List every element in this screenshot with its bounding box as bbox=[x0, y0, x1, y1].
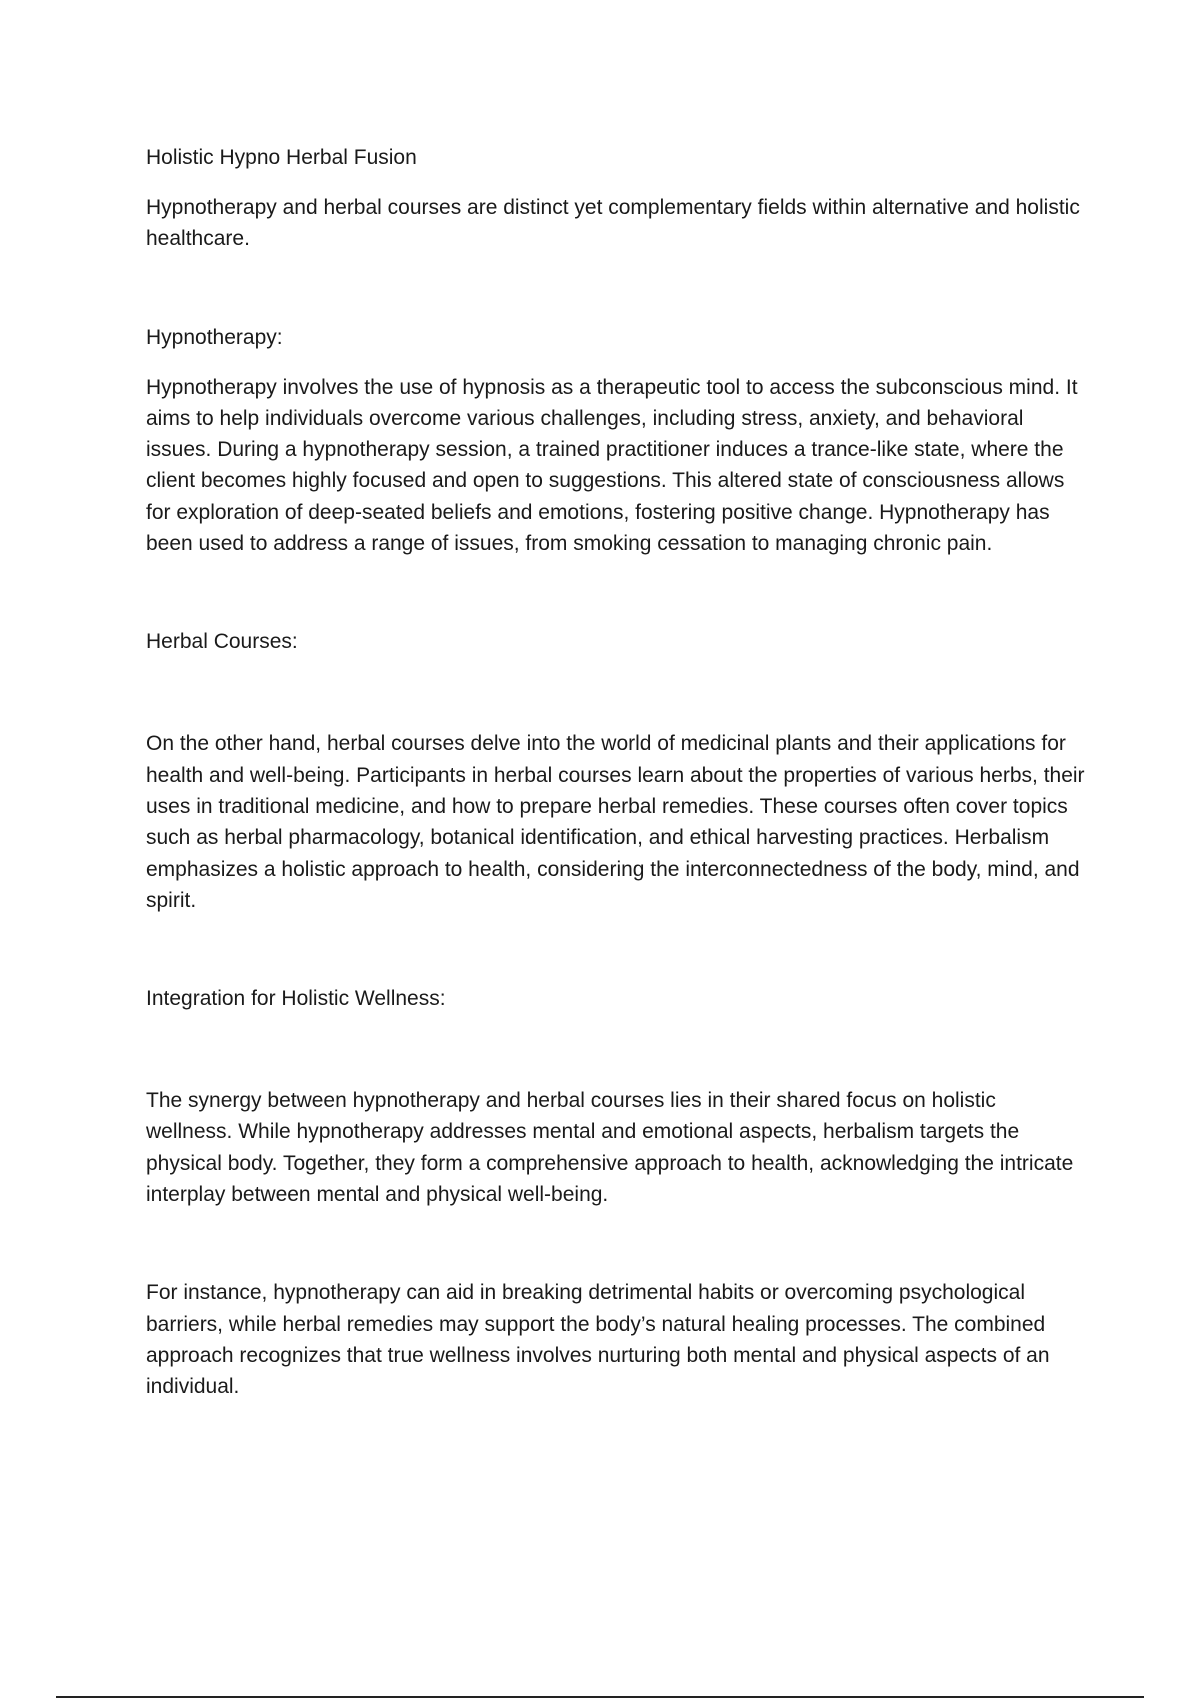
page-bottom-rule bbox=[56, 1696, 1144, 1698]
integration-paragraph-instance: For instance, hypnotherapy can aid in breaking detrimental habits or overcoming psychological barriers, while herbal remedies may support the body’s natural healing processes. The combined approach recognizes that true wellness involves nurturing both mental and physical aspects of an individual. bbox=[146, 1281, 1050, 1399]
hypnotherapy-paragraph: Hypnotherapy involves the use of hypnosis as a therapeutic tool to access the subconscious mind. It aims to help individuals overcome various challenges, including stress, anxiety, and behavioral issues. During a hypnotherapy session, a trained practitioner induces a trance-like state, where the client becomes highly focused and open to suggestions. This altered state of consciousness allows for exploration of deep-seated beliefs and emotions, fostering positive change. Hypnotherapy has been used to address a range of issues, from smoking cessation to managing chronic pain. bbox=[146, 375, 1078, 556]
document-title: Holistic Hypno Herbal Fusion bbox=[146, 146, 417, 169]
document-body bbox=[146, 142, 1086, 1403]
section-heading-herbal-courses: Herbal Courses: bbox=[146, 630, 298, 654]
intro-paragraph: Hypnotherapy and herbal courses are distinct yet complementary fields within alternative and holistic healthcare. bbox=[146, 196, 1080, 251]
integration-paragraph-synergy: The synergy between hypnotherapy and herbal courses lies in their shared focus on holistic wellness. While hypnotherapy addresses mental and emotional aspects, herbalism targets the physical body. Together, they form a comprehensive approach to health, acknowledging the intricate interplay between mental and physical well-being. bbox=[146, 1089, 1074, 1207]
section-heading-integration: Integration for Holistic Wellness: bbox=[146, 987, 446, 1011]
section-heading-hypnotherapy: Hypnotherapy: bbox=[146, 325, 283, 349]
herbal-courses-paragraph: On the other hand, herbal courses delve into the world of medicinal plants and their applications for health and well-being. Participants in herbal courses learn about the properties of various herbs, their uses in traditional medicine, and how to prepare herbal remedies. These courses often cover topics such as herbal pharmacology, botanical identification, and ethical harvesting practices. Herbalism emphasizes a holistic approach to health, considering the interconnectedness of the body, mind, and spirit. bbox=[146, 732, 1085, 912]
